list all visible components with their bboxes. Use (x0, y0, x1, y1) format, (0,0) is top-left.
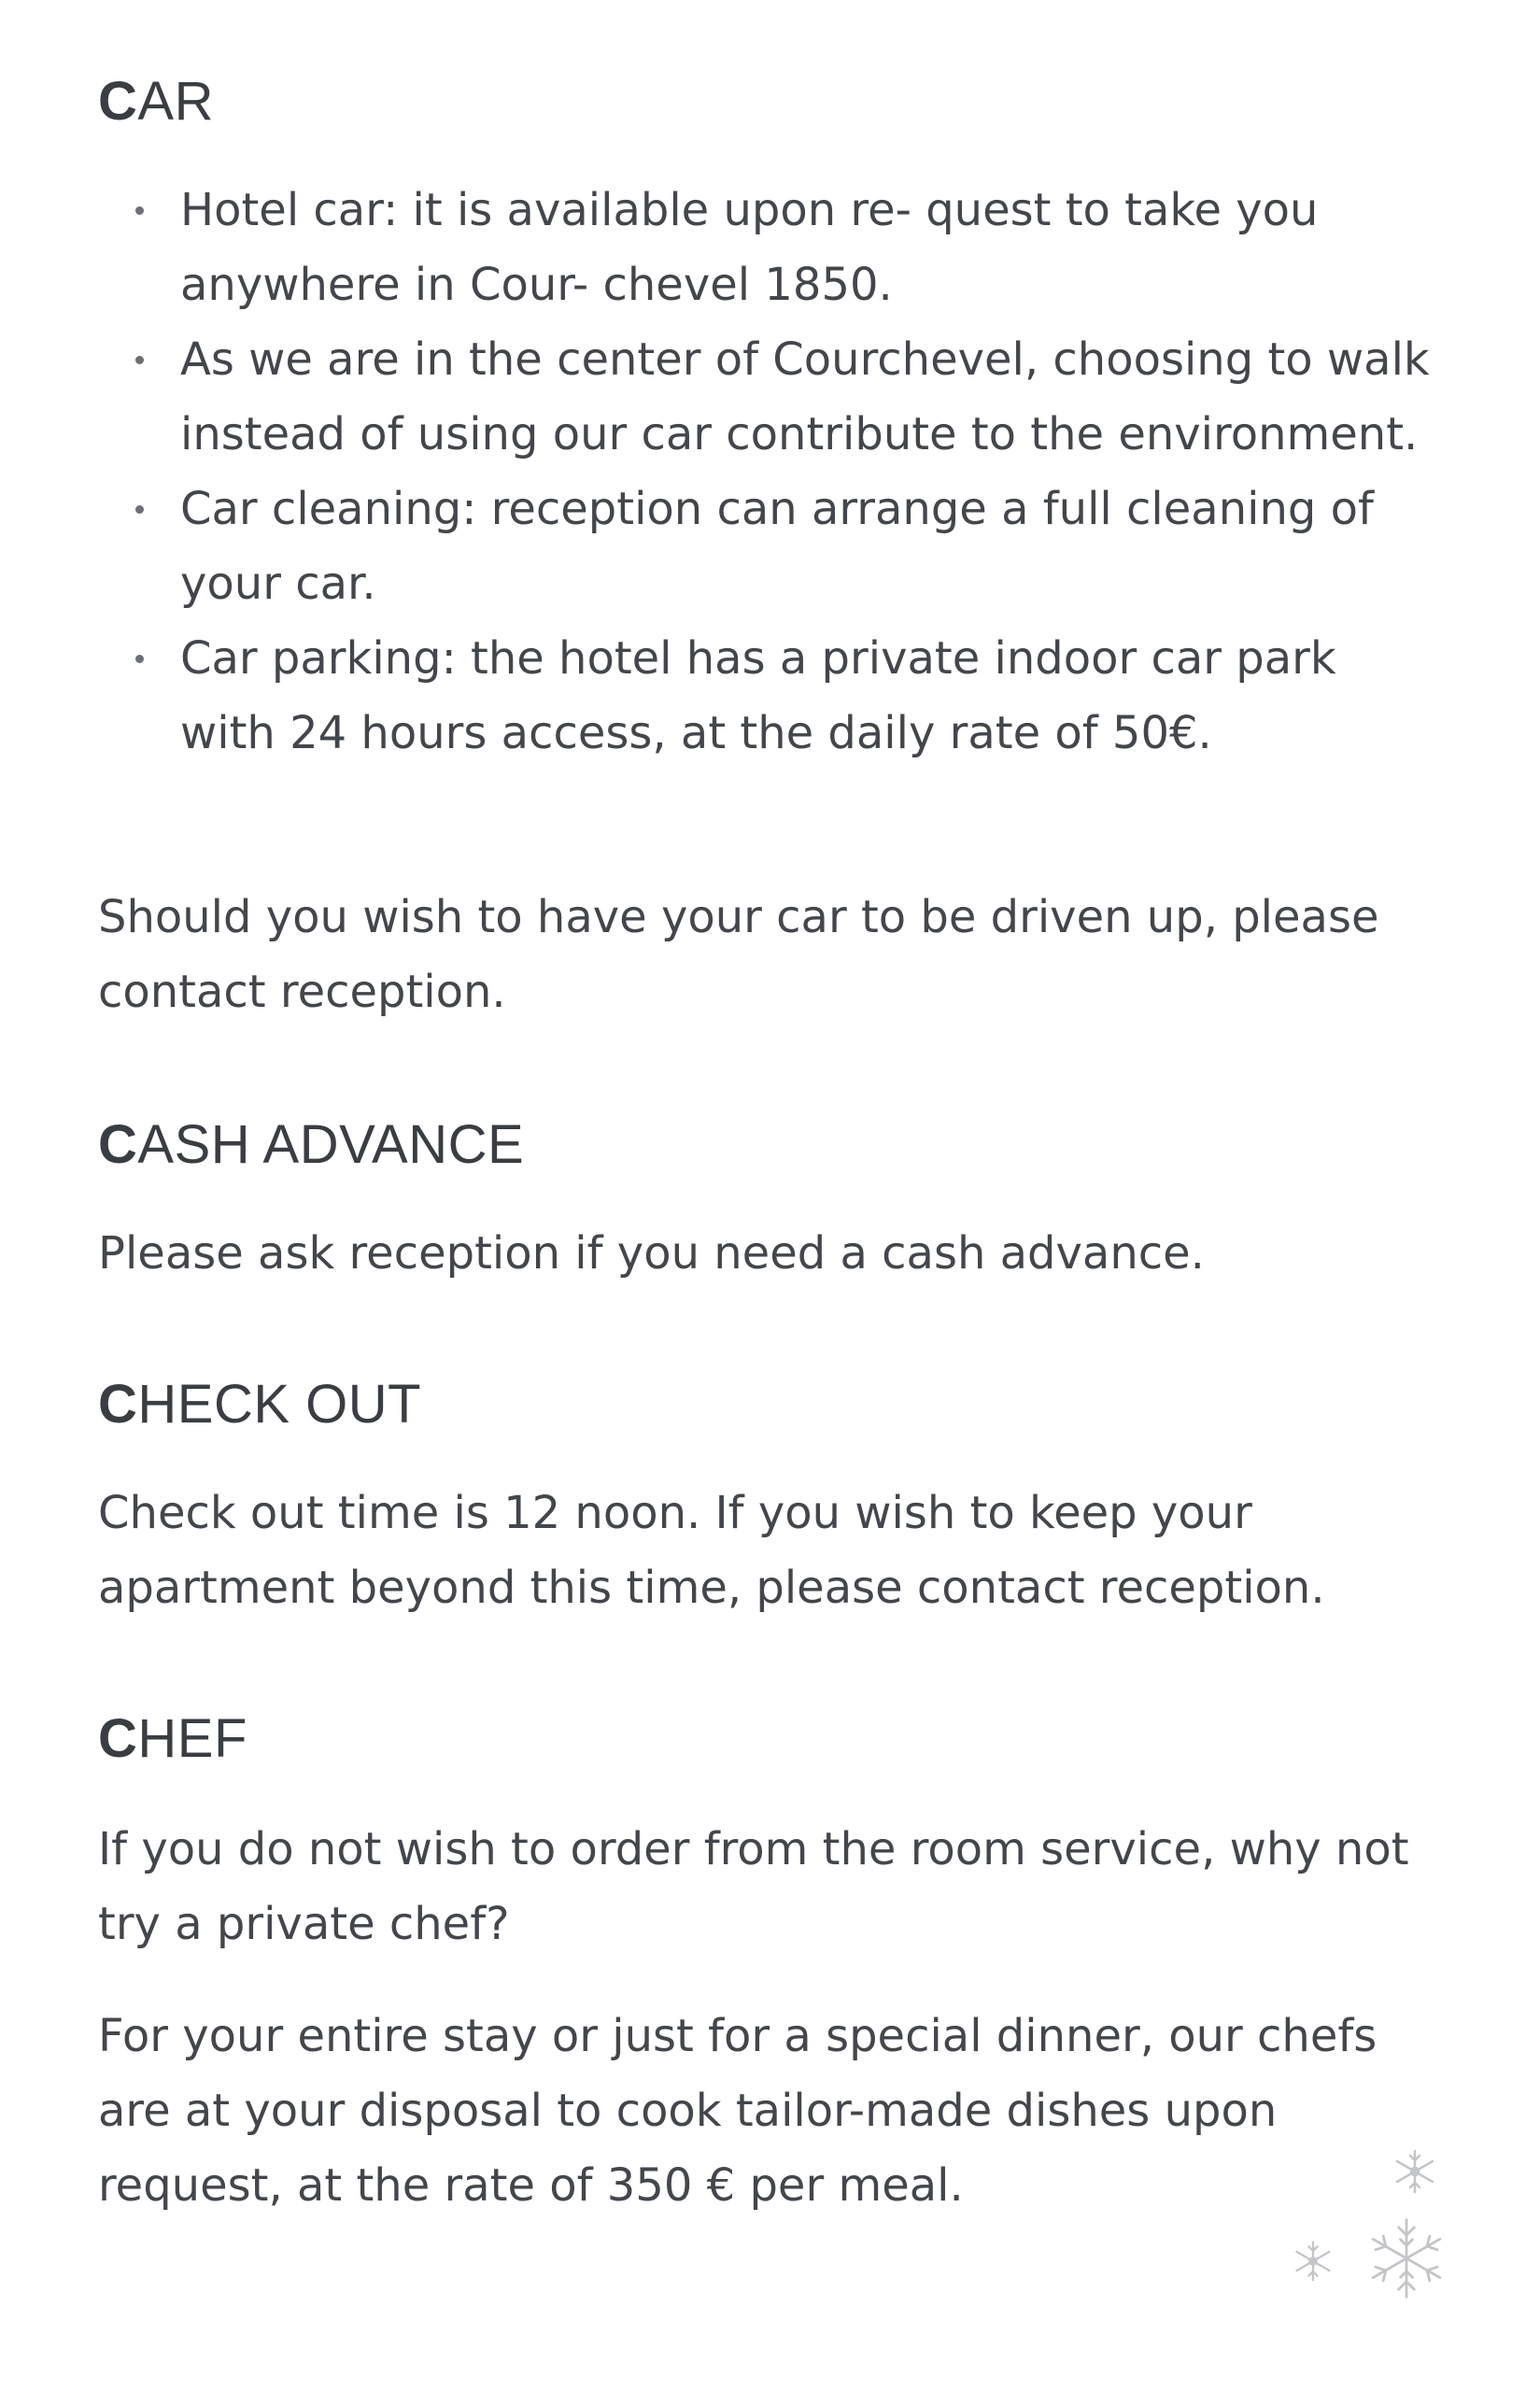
bullet-dot (135, 655, 144, 663)
section-title-chef: CHEF (98, 1708, 247, 1769)
chef-text-2: For your entire stay or just for a special dinner, our chefs are at your disposal to cook tailor-made dishes upon request, at the rate of 350 € per meal. (98, 2010, 1378, 2212)
list-item: Car cleaning: reception can arrange a full cleaning of your car. (98, 472, 1434, 621)
list-item: Car parking: the hotel has a private indoor car park with 24 hours access, at the daily rate of 50€. (98, 621, 1434, 771)
chef-text-1: If you do not wish to order from the room service, why not try a private chef? (98, 1823, 1409, 1950)
snowflake-icon (1392, 2148, 1438, 2195)
snowflake-icon (1292, 2240, 1335, 2283)
bullet-dot (135, 206, 144, 215)
car-bullet-list (98, 173, 1434, 771)
list-item: As we are in the center of Courchevel, choosing to walk instead of using our car contribute to the environment. (98, 322, 1434, 472)
car-note: Should you wish to have your car to be driven up, please contact reception. (98, 891, 1379, 1018)
section-title-car: CAR (98, 71, 214, 132)
section-title-cash-advance: CASH ADVANCE (98, 1114, 525, 1175)
bullet-dot (135, 505, 144, 514)
section-title-check-out: CHECK OUT (98, 1374, 422, 1435)
snowflake-icon (1363, 2215, 1449, 2301)
list-item: Hotel car: it is available upon re- quest to take you anywhere in Cour- chevel 1850. (98, 173, 1434, 322)
cash-advance-text: Please ask reception if you need a cash advance. (98, 1227, 1205, 1280)
bullet-dot (135, 356, 144, 364)
check-out-text: Check out time is 12 noon. If you wish to keep your apartment beyond this time, please contact reception. (98, 1487, 1325, 1614)
